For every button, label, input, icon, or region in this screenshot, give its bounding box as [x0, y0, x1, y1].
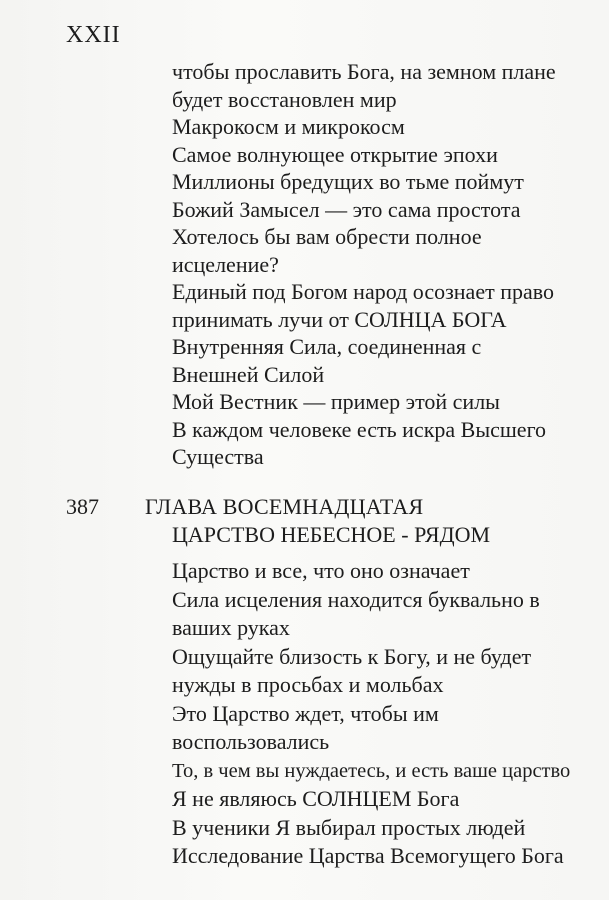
toc-line: Ощущайте близость к Богу, и не будет	[172, 643, 532, 669]
toc-line: Внутренняя Сила, соединенная с	[172, 334, 482, 359]
toc-line: Божий Замысел — это сама простота	[172, 196, 521, 222]
toc-line: Мой Вестник — пример этой силы	[172, 389, 500, 414]
toc-line: Это Царство ждет, чтобы им	[172, 700, 439, 726]
toc-line: Я не являюсь СОЛНЦЕМ Бога	[172, 786, 460, 811]
toc-line: В ученики Я выбирал простых людей	[172, 814, 526, 840]
toc-line: чтобы прославить Бога, на земном плане	[172, 59, 556, 84]
chapter-page-number: 387	[66, 494, 99, 519]
toc-line: Сила исцеления находится буквально в	[172, 586, 540, 612]
toc-line: Царство и все, что оно означает	[172, 558, 470, 583]
toc-line: Исследование Царства Всемогущего Бога	[172, 843, 564, 868]
toc-line: Хотелось бы вам обрести полное	[172, 224, 482, 249]
toc-line: Макрокосм и микрокосм	[172, 114, 405, 139]
toc-block-1	[172, 58, 592, 471]
toc-line: нужды в просьбах и мольбах	[172, 672, 444, 697]
toc-line: воспользовались	[172, 729, 330, 754]
toc-line: То, в чем вы нуждаетесь, и есть ваше царство	[172, 759, 571, 782]
chapter-title: ГЛАВА ВОСЕМНАДЦАТАЯ	[145, 494, 424, 519]
toc-line: принимать лучи от СОЛНЦА БОГА	[172, 306, 507, 332]
toc-line: Существа	[172, 444, 264, 469]
section-marker: XXII	[66, 22, 121, 48]
toc-line: В каждом человеке есть искра Высшего	[172, 416, 547, 442]
toc-line: исцеление?	[172, 251, 279, 277]
toc-block-2	[172, 557, 592, 871]
toc-line: Внешней Силой	[172, 361, 325, 387]
toc-line: будет восстановлен мир	[172, 86, 397, 112]
chapter-subtitle: ЦАРСТВО НЕБЕСНОЕ - РЯДОМ	[172, 522, 491, 547]
toc-line: Единый под Богом народ осознает право	[172, 279, 554, 304]
toc-line: Самое волнующее открытие эпохи	[172, 141, 498, 167]
toc-line: ваших руках	[172, 615, 290, 640]
toc-line: Миллионы бредущих во тьме поймут	[172, 169, 524, 194]
